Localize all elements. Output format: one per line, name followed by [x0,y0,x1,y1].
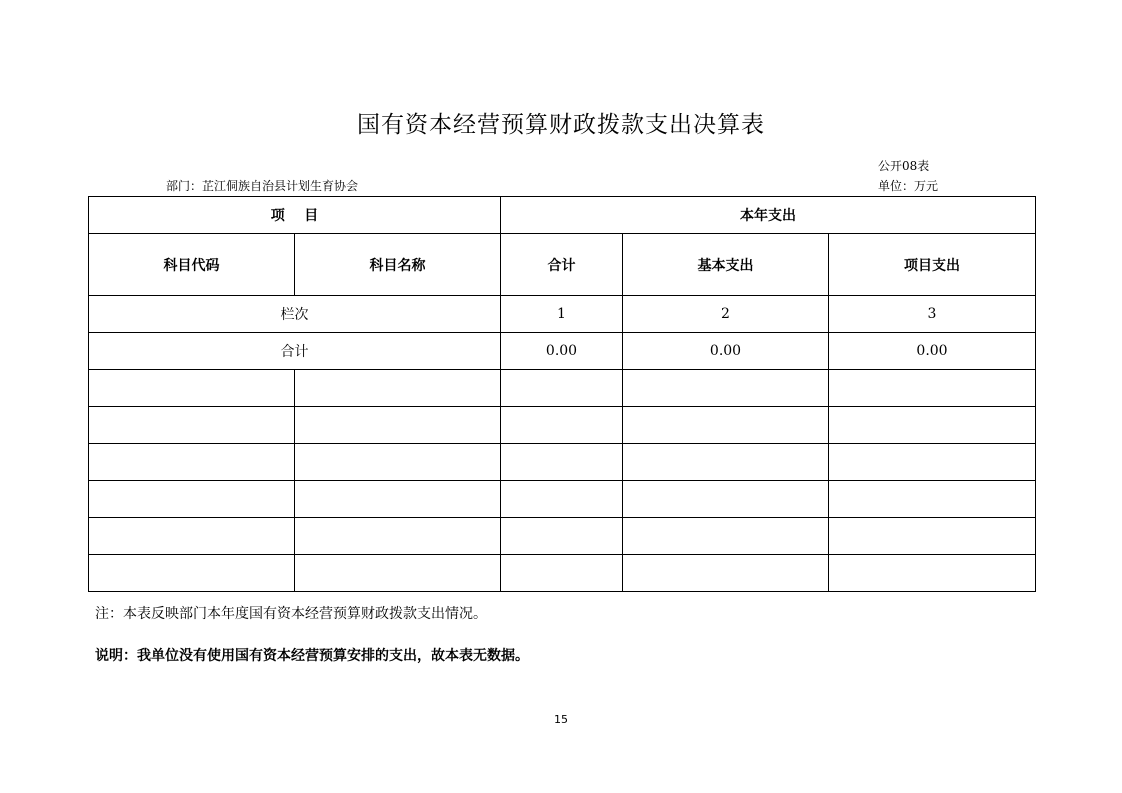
col-subject-name: 科目名称 [295,234,501,296]
header-project: 项 目 [89,197,501,234]
table-cell [623,444,829,481]
header-row-1 [89,197,1036,234]
table-cell [623,407,829,444]
table-cell [623,370,829,407]
row-total-value: 0.00 [623,333,829,370]
table-cell [295,555,501,592]
col-subject-code: 科目代码 [89,234,295,296]
table-cell [829,370,1036,407]
table-cell [623,518,829,555]
table-cell [501,407,623,444]
table-cell [829,444,1036,481]
table-cell [89,518,295,555]
unit-label: 单位：万元 [878,179,939,193]
table-row [89,407,1036,444]
table-cell [829,481,1036,518]
header-row-2 [89,234,1036,296]
department-label: 部门：芷江侗族自治县计划生育协会 [166,179,359,193]
table-cell [295,481,501,518]
table-cell [829,518,1036,555]
table-note: 注：本表反映部门本年度国有资本经营预算财政拨款支出情况。 [95,606,487,622]
table-cell [295,518,501,555]
explanation: 说明：我单位没有使用国有资本经营预算安排的支出，故本表无数据。 [95,648,529,664]
table-row [89,370,1036,407]
table-cell [295,407,501,444]
row-total-value: 0.00 [501,333,623,370]
table-cell [295,370,501,407]
header-current-year: 本年支出 [501,197,1036,234]
col-basic: 基本支出 [623,234,829,296]
row-total [89,333,1036,370]
table-cell [501,370,623,407]
row-total-value: 0.00 [829,333,1036,370]
col-project: 项目支出 [829,234,1036,296]
table-row [89,444,1036,481]
table-cell [501,518,623,555]
table-row [89,481,1036,518]
page-number: 15 [554,713,568,726]
form-code: 公开08表 [878,159,930,173]
expenditure-table [88,196,1036,592]
table-row [89,518,1036,555]
row-index-value: 3 [829,296,1036,333]
row-index [89,296,1036,333]
table-cell [623,555,829,592]
table-cell [829,555,1036,592]
table-cell [501,444,623,481]
page-title: 国有资本经营预算财政拨款支出决算表 [357,112,765,138]
row-total-label: 合计 [89,333,501,370]
table-row [89,555,1036,592]
row-index-value: 2 [623,296,829,333]
table-cell [89,407,295,444]
row-index-label: 栏次 [89,296,501,333]
table-cell [89,370,295,407]
table-cell [623,481,829,518]
row-index-value: 1 [501,296,623,333]
table-cell [89,555,295,592]
table-cell [295,444,501,481]
table-cell [829,407,1036,444]
table-cell [89,444,295,481]
col-total: 合计 [501,234,623,296]
table-cell [501,481,623,518]
table-cell [89,481,295,518]
table-cell [501,555,623,592]
